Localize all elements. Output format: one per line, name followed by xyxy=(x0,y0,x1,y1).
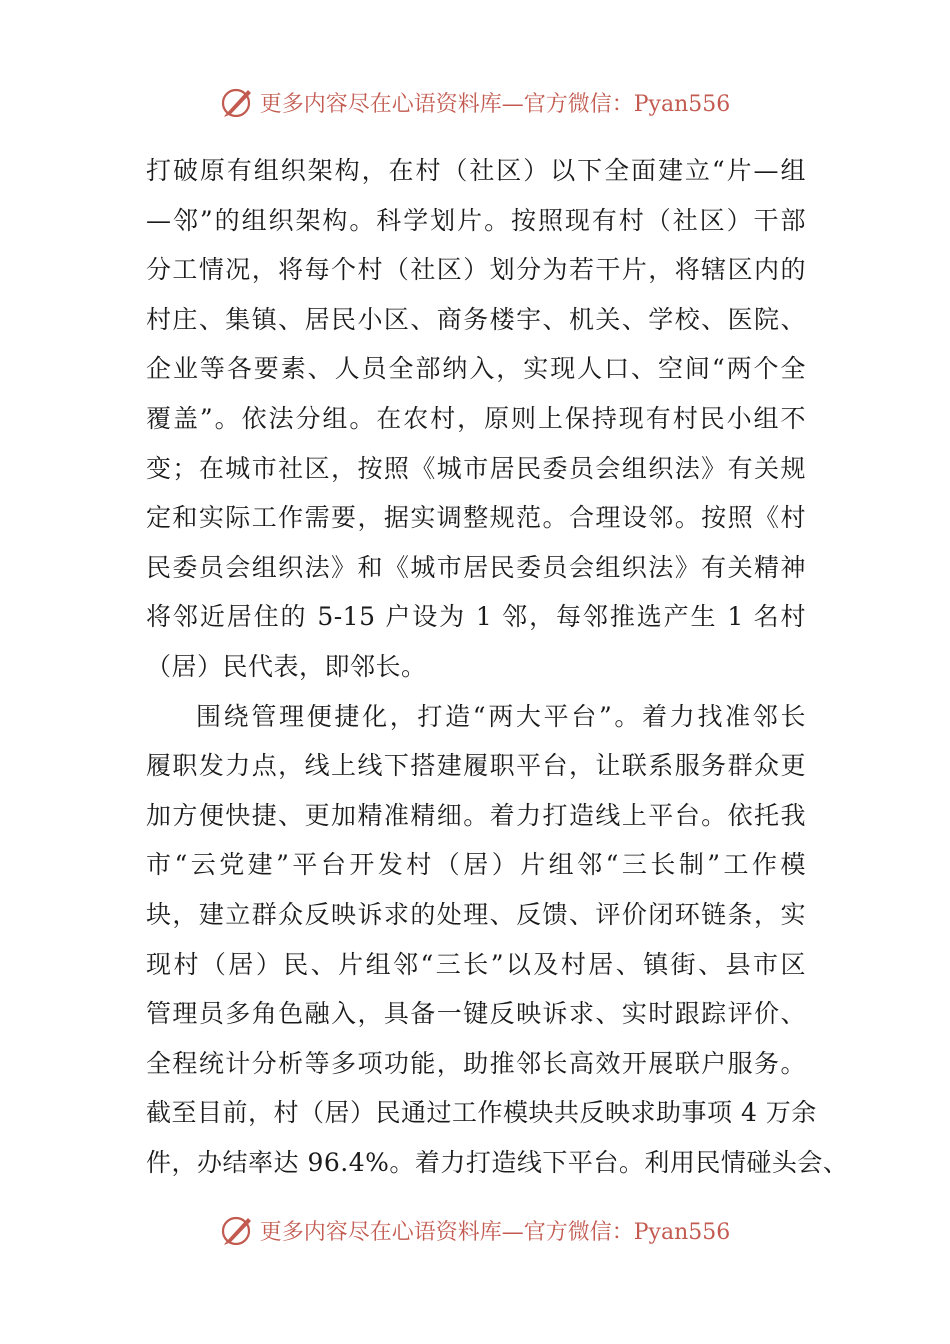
text-line: 变；在城市社区，按照《城市居民委员会组织法》有关规 xyxy=(146,453,806,483)
text-line: 市“云党建”平台开发村（居）片组邻“三长制”工作模 xyxy=(146,850,806,880)
text-line: 将邻近居住的 5-15 户设为 1 邻，每邻推选产生 1 名村 xyxy=(146,602,806,632)
text-line: 块，建立群众反映诉求的处理、反馈、评价闭环链条，实 xyxy=(146,899,806,929)
text-line: 民委员会组织法》和《城市居民委员会组织法》有关精神 xyxy=(146,552,806,582)
document-body xyxy=(146,146,849,1187)
text-line: 分工情况，将每个村（社区）划分为若干片，将辖区内的 xyxy=(146,255,806,285)
header-banner xyxy=(0,82,950,122)
text-line: 加方便快捷、更加精准精细。着力打造线上平台。依托我 xyxy=(146,800,806,830)
paragraph-2 xyxy=(146,692,849,1188)
text-line: 履职发力点，线上线下搭建履职平台，让联系服务群众更 xyxy=(146,751,806,781)
text-line: —邻”的组织架构。科学划片。按照现有村（社区）干部 xyxy=(146,205,806,235)
text-line: 现村（居）民、片组邻“三长”以及村居、镇街、县市区 xyxy=(146,949,806,979)
pen-circle-logo-icon xyxy=(220,84,256,120)
text-line: 全程统计分析等多项功能，助推邻长高效开展联户服务。 xyxy=(146,1048,806,1078)
footer-banner-text: 更多内容尽在心语资料库—官方微信：Pyan556 xyxy=(259,1219,731,1245)
text-line: 管理员多角色融入，具备一键反映诉求、实时跟踪评价、 xyxy=(146,999,806,1029)
text-line: （居）民代表，即邻长。 xyxy=(146,651,427,681)
text-line: 村庄、集镇、居民小区、商务楼宇、机关、学校、医院、 xyxy=(146,304,806,334)
text-line: 企业等各要素、人员全部纳入，实现人口、空间“两个全 xyxy=(146,354,806,384)
pen-circle-logo-icon xyxy=(220,1212,256,1248)
text-line: 打破原有组织架构，在村（社区）以下全面建立“片—组 xyxy=(146,156,806,185)
paragraph-1 xyxy=(146,146,806,692)
footer-banner xyxy=(0,1210,950,1250)
text-line: 件，办结率达 96.4%。着力打造线下平台。利用民情碰头会、 xyxy=(146,1147,849,1177)
text-line: 截至目前，村（居）民通过工作模块共反映求助事项 4 万余 xyxy=(146,1098,817,1128)
header-banner-text: 更多内容尽在心语资料库—官方微信：Pyan556 xyxy=(259,91,731,117)
text-line: 围绕管理便捷化，打造“两大平台”。着力找准邻长 xyxy=(196,701,806,731)
text-line: 覆盖”。依法分组。在农村，原则上保持现有村民小组不 xyxy=(146,403,806,433)
text-line: 定和实际工作需要，据实调整规范。合理设邻。按照《村 xyxy=(146,503,806,533)
